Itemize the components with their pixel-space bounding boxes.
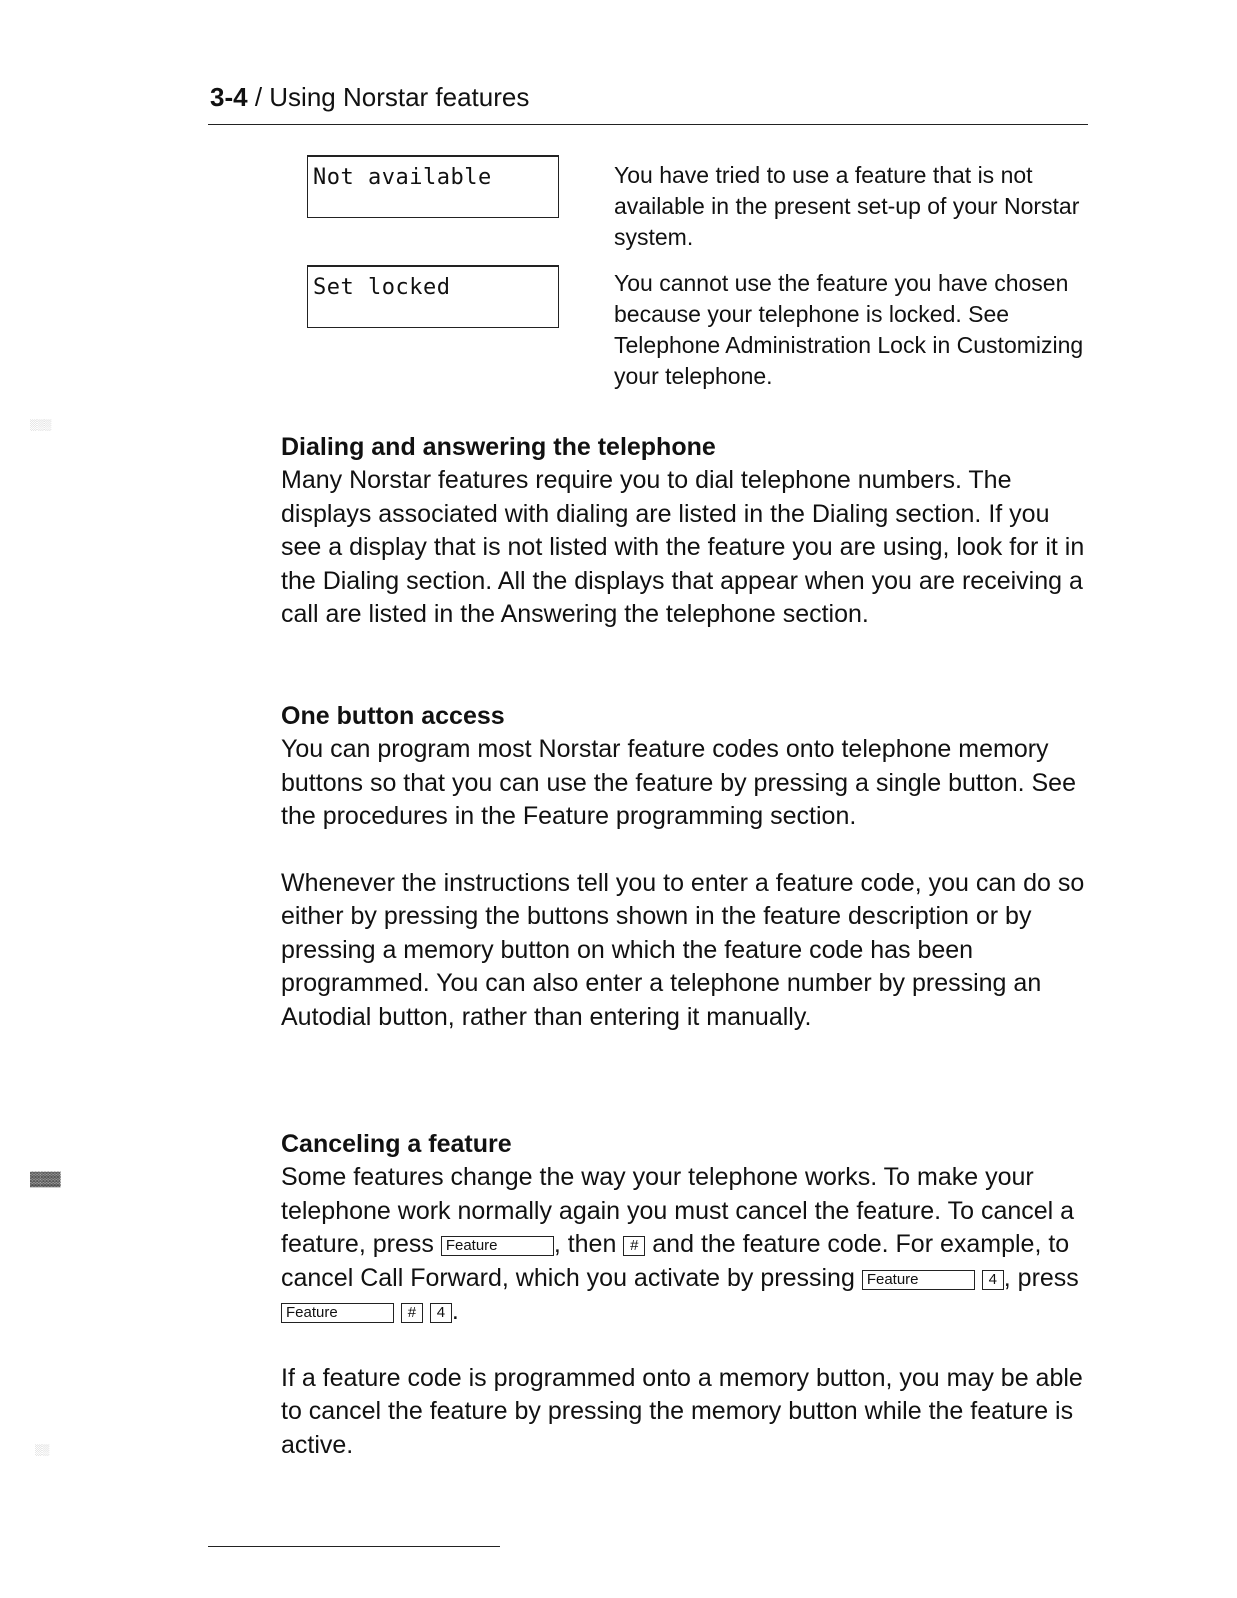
display-box-not-available [307,155,559,218]
section-heading: One button access [281,702,505,730]
footer-rule [208,1546,500,1547]
scan-speckle: ░░ [35,1445,50,1456]
feature-key-icon: Feature [862,1270,975,1290]
cancel-intro: Some features change the way your telephone works. To make your telephone work normally again you must cancel the feature. [281,1163,1034,1225]
hash-key-icon: # [401,1303,423,1323]
cancel-text: , then [553,1230,617,1258]
cancel-text: . [451,1297,459,1325]
four-key-icon: 4 [430,1303,452,1323]
section-body: Many Norstar features require you to dial telephone numbers. The displays associated with dialing are listed in the Dialing section. If you see a display that is not listed with the feature you are using, look for it in the Dialing section. All the displays that appear when you are receiving a call are listed in the Answering the telephone section. [281,466,1085,628]
hash-key-icon: # [623,1236,645,1256]
section-dialing [281,431,1091,632]
scan-speckle: ▓▓▓ [30,1170,61,1186]
display-box-set-locked [307,265,559,328]
section-body: If a feature code is programmed onto a memory button, you may be able to cancel the feature by pressing the memory button while the feature is active. [281,1363,1083,1459]
section-body: You can program most Norstar feature codes onto telephone memory buttons so that you can use the feature by pressing a single button. See the procedures in the Feature programming section. [281,735,1076,830]
section-heading: Dialing and answering the telephone [281,433,716,461]
display-description: You cannot use the feature you have chosen because your telephone is locked. See Telephone Administration Lock in Customizing your telephone. [614,270,1084,389]
page-number: 3-4 [210,82,248,112]
header-rule [208,124,1088,125]
feature-key-icon: Feature [441,1236,554,1256]
section-canceling [281,1128,1091,1462]
display-text: Not available [313,165,492,190]
cancel-text: To cancel a feature, press [281,1196,1075,1258]
section-body [281,1161,1091,1329]
section-body: Whenever the instructions tell you to enter a feature code, you can do so either by pressing the buttons shown in the feature description or by pressing a memory button on which the feature code has been programmed. You can also enter a telephone number by pressing an Autodial button, rather than entering it manually. [281,868,1085,1031]
page-header [210,82,529,113]
page-title: / Using Norstar features [254,82,530,112]
display-text: Set locked [313,275,451,300]
display-description: You have tried to use a feature that is not available in the present set-up of your Norstar system. [614,162,1080,250]
scan-speckle: ░░░ [30,420,52,431]
cancel-text: , press [1003,1263,1079,1292]
four-key-icon: 4 [982,1270,1004,1290]
section-one-button-access [281,700,1091,1034]
section-heading: Canceling a feature [281,1130,512,1158]
cancel-text: and the feature code. For example, to cancel Call Forward, which you activate by pressing [281,1230,1070,1292]
feature-key-icon: Feature [281,1303,394,1323]
